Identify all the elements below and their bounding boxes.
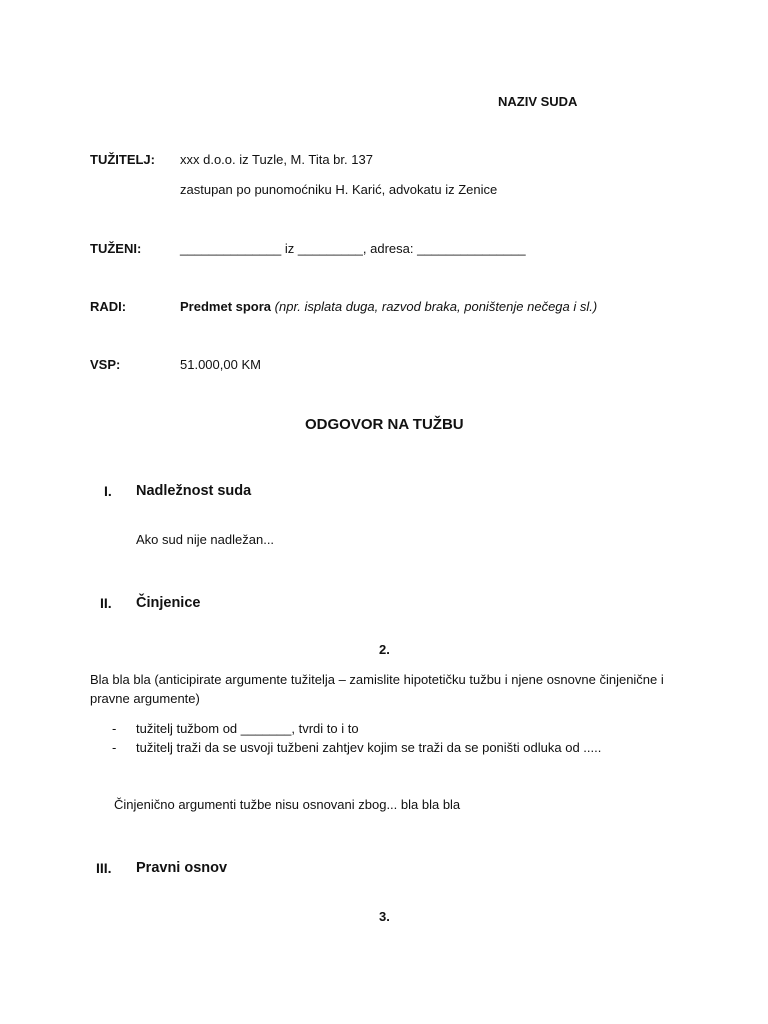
section-1-text: Ako sud nije nadležan... — [136, 532, 275, 547]
vsp-label: VSP: — [90, 357, 121, 372]
section-2-number: II. — [100, 595, 112, 611]
subject-value-bold: Predmet spora — [180, 299, 272, 314]
plaintiff-line1: xxx d.o.o. iz Tuzle, M. Tita br. 137 — [180, 152, 373, 167]
subject-label: RADI: — [90, 299, 127, 314]
section-3-point: 3. — [379, 909, 390, 924]
section-3-title: Pravni osnov — [136, 860, 228, 876]
plaintiff-line2: zastupan po punomoćniku H. Karić, advokatu iz Zenice — [180, 182, 498, 197]
section-2-conclusion: Činjenično argumenti tužbe nisu osnovani zbog... bla bla bla — [114, 797, 461, 812]
document-title: ODGOVOR NA TUŽBU — [305, 416, 464, 433]
subject-value-italic: (npr. isplata duga, razvod braka, poništenje nečega i sl.) — [274, 299, 598, 314]
vsp-value: 51.000,00 KM — [180, 357, 261, 372]
section-1-number: I. — [104, 483, 112, 499]
section-2-paragraph: Bla bla bla (anticipirate argumente tužitelja – zamislite hipotetičku tužbu i njene osnovne činjenične i pravne argumente) — [90, 672, 664, 706]
defendant-value: ______________ iz _________, adresa: _______________ — [180, 241, 526, 256]
plaintiff-label: TUŽITELJ: — [90, 152, 155, 167]
section-3-number: III. — [96, 860, 112, 876]
defendant-label: TUŽENI: — [90, 241, 142, 256]
section-2-point: 2. — [379, 642, 390, 657]
bullet-item-2: tužitelj traži da se usvoji tužbeni zahtjev kojim se traži da se poništi odluka od ..... — [136, 740, 602, 755]
section-2-title: Činjenice — [136, 595, 201, 611]
bullet-dash: - — [112, 721, 117, 736]
court-name: NAZIV SUDA — [498, 94, 578, 109]
bullet-dash: - — [112, 740, 117, 755]
section-1-title: Nadležnost suda — [136, 483, 252, 499]
subject-value — [180, 299, 597, 314]
bullet-item-1: tužitelj tužbom od _______, tvrdi to i to — [136, 721, 359, 736]
